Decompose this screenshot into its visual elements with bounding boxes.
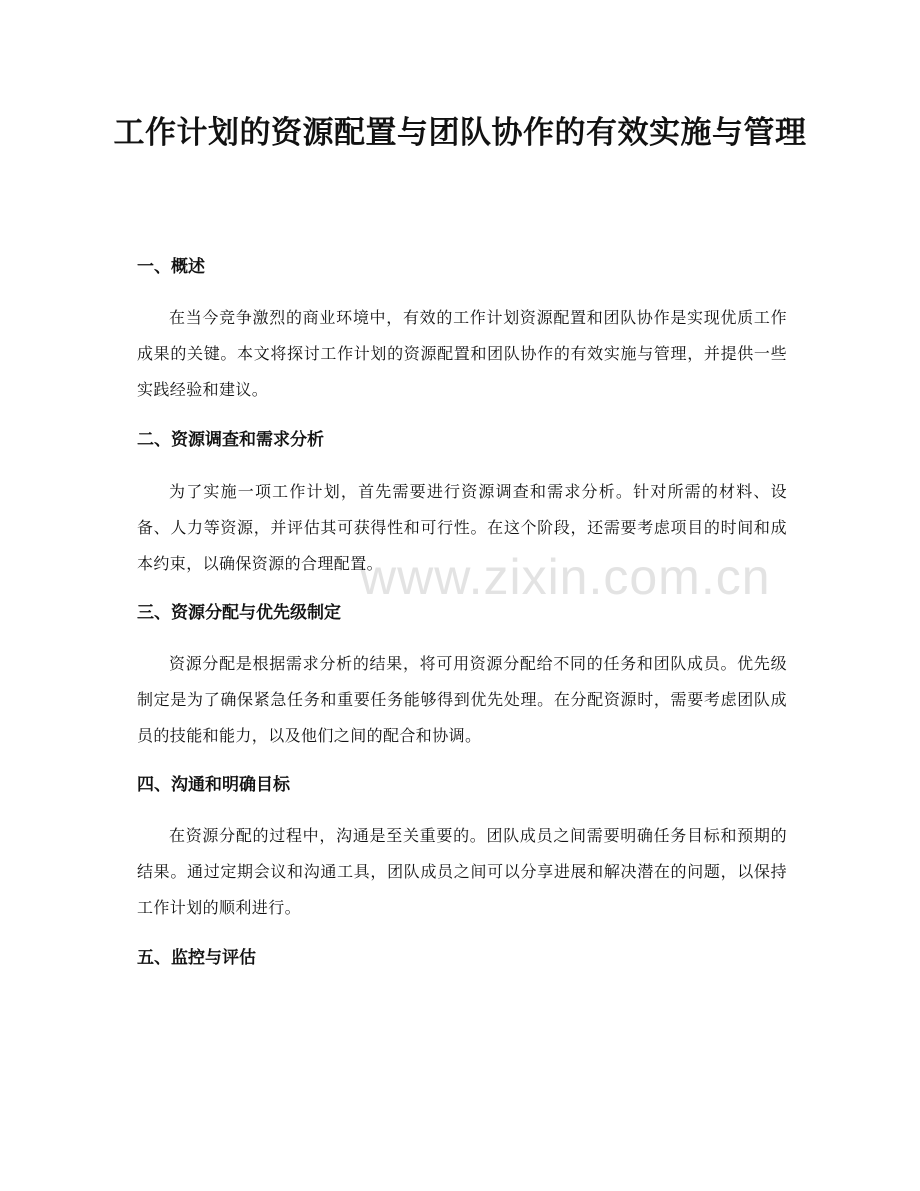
section-paragraph-resource-allocation: 资源分配是根据需求分析的结果，将可用资源分配给不同的任务和团队成员。优先级制定是为了确保紧急任务和重要任务能够得到优先处理。在分配资源时，需要考虑团队成员的技能和能力，以及他们之间的配合和协调。 [137,654,787,745]
section-heading-overview: 一、概述 [137,257,205,277]
section-heading-communication: 四、沟通和明确目标 [137,775,290,795]
section-paragraph-resource-survey: 为了实施一项工作计划，首先需要进行资源调查和需求分析。针对所需的材料、设备、人力等资源，并评估其可获得性和可行性。在这个阶段，还需要考虑项目的时间和成本约束，以确保资源的合理配置。 [137,482,787,573]
section-paragraph-overview: 在当今竞争激烈的商业环境中，有效的工作计划资源配置和团队协作是实现优质工作成果的关键。本文将探讨工作计划的资源配置和团队协作的有效实施与管理，并提供一些实践经验和建议。 [137,308,787,399]
watermark: www.zixin.com.cn [360,549,771,605]
document-title: 工作计划的资源配置与团队协作的有效实施与管理 [113,115,807,151]
section-heading-resource-survey: 二、资源调查和需求分析 [137,430,324,450]
section-paragraph-communication: 在资源分配的过程中，沟通是至关重要的。团队成员之间需要明确任务目标和预期的结果。通过定期会议和沟通工具，团队成员之间可以分享进展和解决潜在的问题，以保持工作计划的顺利进行。 [137,826,787,917]
section-heading-resource-allocation: 三、资源分配与优先级制定 [137,603,341,623]
section-heading-monitoring: 五、监控与评估 [137,948,256,968]
